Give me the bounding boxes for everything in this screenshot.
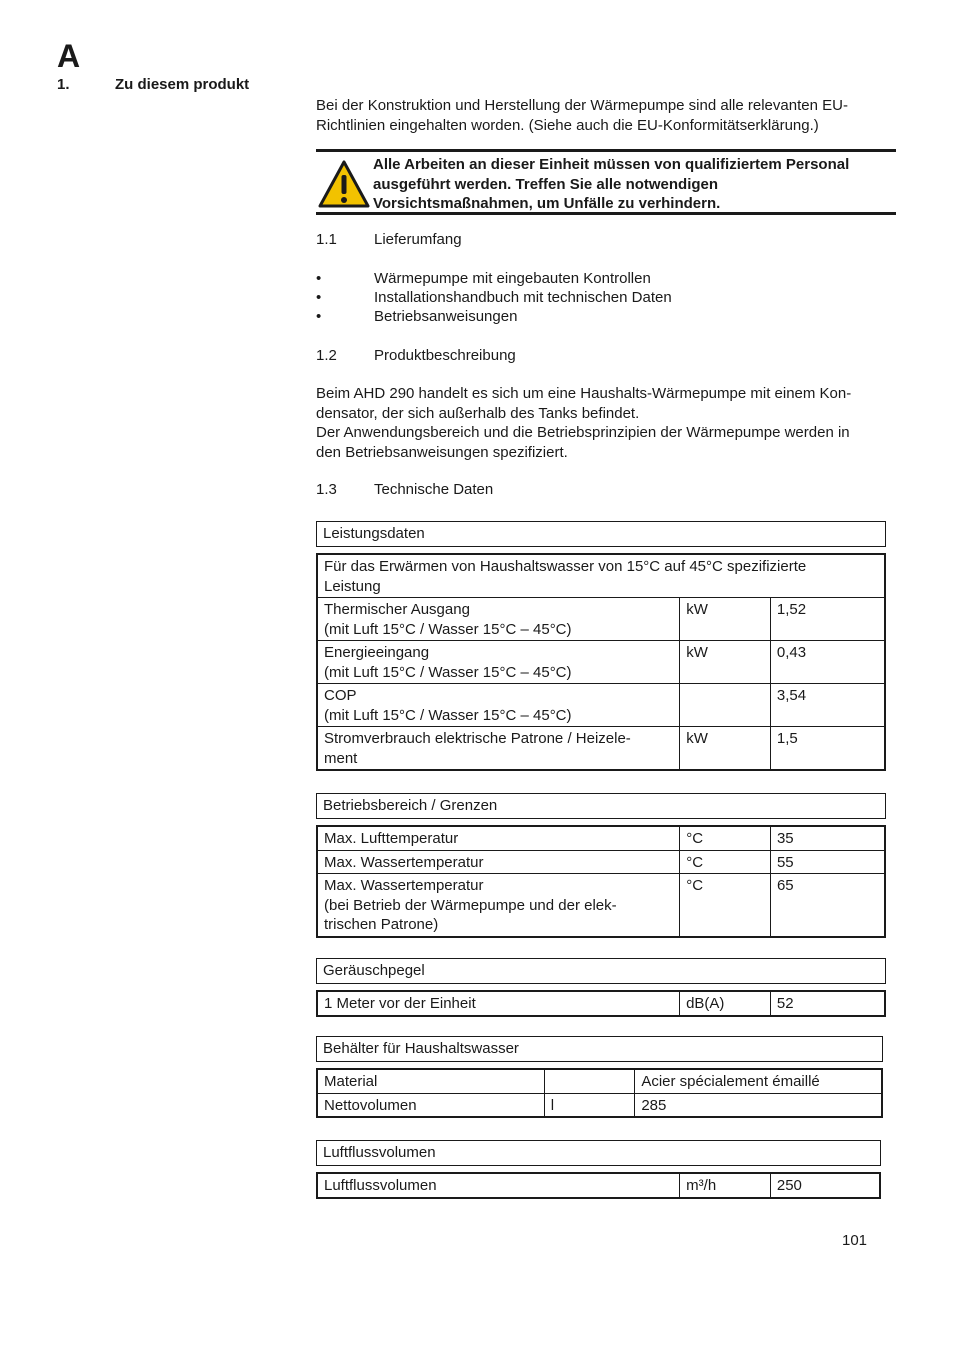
intro-line: Bei der Konstruktion und Herstellung der Wärmepumpe sind alle relevanten EU- xyxy=(316,97,848,114)
cell-line: COP xyxy=(324,687,357,704)
section-number: 1. xyxy=(57,76,70,93)
table-row xyxy=(317,1093,882,1117)
list-item: Betriebsanweisungen xyxy=(374,308,518,325)
description-paragraph xyxy=(316,384,896,462)
tank-table xyxy=(316,1068,883,1118)
subsection-title: Produktbeschreibung xyxy=(374,347,516,364)
page-number: 101 xyxy=(842,1232,868,1249)
unit-cell: l xyxy=(544,1093,635,1117)
table-row xyxy=(317,684,885,727)
value-cell: 3,54 xyxy=(770,684,885,727)
row-label xyxy=(317,684,680,727)
unit-cell: m³/h xyxy=(680,1173,771,1198)
row-label: Max. Wassertemperatur xyxy=(317,850,680,874)
value-cell: 55 xyxy=(770,850,885,874)
intro-paragraph xyxy=(316,96,896,135)
table-row xyxy=(317,727,885,771)
table-header-leistungsdaten: Leistungsdaten xyxy=(316,521,886,547)
value-cell: 1,5 xyxy=(770,727,885,771)
noise-table xyxy=(316,990,886,1017)
row-label: 1 Meter vor der Einheit xyxy=(317,991,680,1016)
table-row xyxy=(317,826,885,850)
table-header-luftfluss: Luftflussvolumen xyxy=(316,1140,881,1166)
intro-line: Richtlinien eingehalten worden. (Siehe auch die EU-Konformitätserklärung.) xyxy=(316,116,819,134)
chapter-letter: A xyxy=(57,38,81,74)
cell-line: (bei Betrieb der Wärmepumpe und der elek- xyxy=(324,896,617,914)
airflow-table xyxy=(316,1172,881,1199)
description-line: densator, der sich außerhalb des Tanks befindet. xyxy=(316,404,640,422)
table-row xyxy=(317,850,885,874)
unit-cell: kW xyxy=(680,598,771,641)
row-label: Nettovolumen xyxy=(317,1093,544,1117)
unit-cell: °C xyxy=(680,826,771,850)
cell-line: Thermischer Ausgang xyxy=(324,601,470,618)
subsection-title: Technische Daten xyxy=(374,481,494,498)
subsection-number: 1.1 xyxy=(316,231,337,248)
description-line: den Betriebsanweisungen spezifiziert. xyxy=(316,443,568,461)
table-row xyxy=(317,1069,882,1093)
description-line: Beim AHD 290 handelt es sich um eine Haushalts-Wärmepumpe mit einem Kon- xyxy=(316,385,852,402)
cell-line: Für das Erwärmen von Haushaltswasser von 15°C auf 45°C spezifizierte xyxy=(324,558,807,575)
operating-range-table xyxy=(316,825,886,938)
cell-line: Max. Wassertemperatur xyxy=(324,877,484,894)
subsection-title: Lieferumfang xyxy=(374,231,462,248)
table-row xyxy=(317,874,885,937)
unit-cell: kW xyxy=(680,727,771,771)
warning-text xyxy=(373,155,893,214)
unit-cell xyxy=(680,684,771,727)
unit-cell: kW xyxy=(680,641,771,684)
table-row xyxy=(317,554,885,598)
unit-cell xyxy=(544,1069,635,1093)
row-label xyxy=(317,874,680,937)
warning-box xyxy=(316,149,896,215)
warning-line: Vorsichtsmaßnahmen, um Unfälle zu verhindern. xyxy=(373,195,721,212)
warning-line: ausgeführt werden. Treffen Sie alle notwendigen xyxy=(373,175,719,193)
row-label xyxy=(317,641,680,684)
subsection-number: 1.2 xyxy=(316,347,337,364)
value-cell: 65 xyxy=(770,874,885,937)
cell-line: Stromverbrauch elektrische Patrone / Heizele- xyxy=(324,730,631,747)
bullet: • xyxy=(316,270,322,287)
cell-line: (mit Luft 15°C / Wasser 15°C – 45°C) xyxy=(324,706,572,724)
table-header-geraeuschpegel: Geräuschpegel xyxy=(316,958,886,984)
value-cell: 52 xyxy=(770,991,885,1016)
unit-cell: °C xyxy=(680,874,771,937)
cell-line: Energieeingang xyxy=(324,644,430,661)
list-item: Installationshandbuch mit technischen Daten xyxy=(374,289,672,306)
row-label: Material xyxy=(317,1069,544,1093)
cell-line: (mit Luft 15°C / Wasser 15°C – 45°C) xyxy=(324,663,572,681)
row-label xyxy=(317,598,680,641)
warning-line: Alle Arbeiten an dieser Einheit müssen von qualifiziertem Personal xyxy=(373,156,850,173)
value-cell: 35 xyxy=(770,826,885,850)
bullet: • xyxy=(316,308,322,325)
cell-line: (mit Luft 15°C / Wasser 15°C – 45°C) xyxy=(324,620,572,638)
cell-line: Leistung xyxy=(324,577,381,595)
value-cell: 250 xyxy=(770,1173,880,1198)
subsection-number: 1.3 xyxy=(316,481,337,498)
row-label: Luftflussvolumen xyxy=(317,1173,680,1198)
value-cell: 0,43 xyxy=(770,641,885,684)
cell-line: trischen Patrone) xyxy=(324,916,439,933)
unit-cell: °C xyxy=(680,850,771,874)
value-cell: Acier spécialement émaillé xyxy=(635,1069,882,1093)
value-cell: 1,52 xyxy=(770,598,885,641)
table-header-betriebsbereich: Betriebsbereich / Grenzen xyxy=(316,793,886,819)
performance-table xyxy=(316,553,886,771)
bullet: • xyxy=(316,289,322,306)
row-label: Max. Lufttemperatur xyxy=(317,826,680,850)
section-title: Zu diesem produkt xyxy=(115,76,250,93)
unit-cell: dB(A) xyxy=(680,991,771,1016)
value-cell: 285 xyxy=(635,1093,882,1117)
table-row xyxy=(317,641,885,684)
table-subheader xyxy=(317,554,885,598)
table-row xyxy=(317,1173,880,1198)
table-row xyxy=(317,598,885,641)
list-item: Wärmepumpe mit eingebauten Kontrollen xyxy=(374,270,651,287)
cell-line: ment xyxy=(324,749,358,767)
table-header-behaelter: Behälter für Haushaltswasser xyxy=(316,1036,883,1062)
table-row xyxy=(317,991,885,1016)
row-label xyxy=(317,727,680,771)
description-line: Der Anwendungsbereich und die Betriebsprinzipien der Wärmepumpe werden in xyxy=(316,424,850,441)
warning-triangle-icon xyxy=(318,159,370,209)
